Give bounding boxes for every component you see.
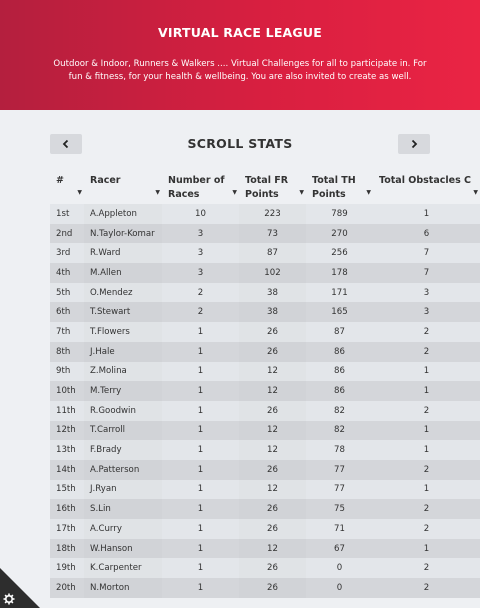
obstacles-cell: 2 [373, 519, 480, 539]
races-cell: 1 [162, 342, 239, 362]
obstacles-cell: 2 [373, 401, 480, 421]
rank-cell: 4th [50, 263, 84, 283]
column-header[interactable] [84, 166, 162, 204]
table-row [50, 381, 480, 401]
table-row [50, 302, 480, 322]
th-points-cell: 82 [306, 401, 373, 421]
th-points-cell: 75 [306, 499, 373, 519]
races-cell: 1 [162, 381, 239, 401]
races-cell: 10 [162, 204, 239, 224]
rank-cell: 6th [50, 302, 84, 322]
th-points-cell: 71 [306, 519, 373, 539]
table-row [50, 578, 480, 598]
th-points-cell: 77 [306, 460, 373, 480]
th-points-cell: 86 [306, 362, 373, 382]
sort-icon: ▼ [473, 189, 478, 196]
racer-cell: M.Allen [84, 263, 162, 283]
table-row [50, 322, 480, 342]
races-cell: 2 [162, 283, 239, 303]
fr-points-cell: 102 [239, 263, 306, 283]
fr-points-cell: 26 [239, 401, 306, 421]
site-description: Outdoor & Indoor, Runners & Walkers .... Virtual Challenges for all to participate in. For fun & fitness, for your health & wellbeing. You are also invited to create as well. [53, 59, 427, 82]
th-points-cell: 78 [306, 440, 373, 460]
table-row [50, 421, 480, 441]
races-cell: 1 [162, 539, 239, 559]
obstacles-cell: 2 [373, 578, 480, 598]
racer-cell: A.Curry [84, 519, 162, 539]
column-header-label: Total FR Points [245, 175, 289, 200]
races-cell: 1 [162, 401, 239, 421]
obstacles-cell: 2 [373, 342, 480, 362]
rank-cell: 20th [50, 578, 84, 598]
table-row [50, 558, 480, 578]
chevron-right-icon [409, 139, 419, 149]
racer-cell: M.Terry [84, 381, 162, 401]
column-header[interactable] [239, 166, 306, 204]
th-points-cell: 165 [306, 302, 373, 322]
fr-points-cell: 38 [239, 302, 306, 322]
th-points-cell: 171 [306, 283, 373, 303]
rank-cell: 8th [50, 342, 84, 362]
column-header-label: # [56, 175, 64, 186]
rank-cell: 17th [50, 519, 84, 539]
column-header-label: Number of Races [168, 175, 225, 200]
column-header[interactable] [373, 166, 480, 204]
racer-cell: A.Appleton [84, 204, 162, 224]
fr-points-cell: 12 [239, 539, 306, 559]
table-row [50, 539, 480, 559]
th-points-cell: 789 [306, 204, 373, 224]
obstacles-cell: 2 [373, 499, 480, 519]
racer-cell: R.Ward [84, 243, 162, 263]
site-header [0, 0, 480, 110]
racer-cell: S.Lin [84, 499, 162, 519]
sort-icon: ▼ [366, 189, 371, 196]
races-cell: 1 [162, 480, 239, 500]
table-row [50, 224, 480, 244]
fr-points-cell: 12 [239, 440, 306, 460]
obstacles-cell: 2 [373, 322, 480, 342]
table-row [50, 204, 480, 224]
column-header-label: Total Obstacles C [379, 175, 472, 186]
th-points-cell: 67 [306, 539, 373, 559]
obstacles-cell: 1 [373, 381, 480, 401]
sort-icon: ▼ [232, 189, 237, 196]
th-points-cell: 256 [306, 243, 373, 263]
fr-points-cell: 87 [239, 243, 306, 263]
settings-button[interactable] [0, 568, 40, 608]
obstacles-cell: 2 [373, 460, 480, 480]
obstacles-cell: 1 [373, 440, 480, 460]
next-stats-button[interactable] [398, 134, 430, 154]
stats-table [50, 166, 480, 598]
racer-cell: J.Ryan [84, 480, 162, 500]
racer-cell: F.Brady [84, 440, 162, 460]
obstacles-cell: 3 [373, 283, 480, 303]
races-cell: 3 [162, 243, 239, 263]
column-header[interactable] [50, 166, 84, 204]
obstacles-cell: 1 [373, 539, 480, 559]
races-cell: 2 [162, 302, 239, 322]
column-header[interactable] [306, 166, 373, 204]
races-cell: 1 [162, 460, 239, 480]
racer-cell: J.Hale [84, 342, 162, 362]
obstacles-cell: 7 [373, 263, 480, 283]
fr-points-cell: 26 [239, 342, 306, 362]
th-points-cell: 87 [306, 322, 373, 342]
obstacles-cell: 7 [373, 243, 480, 263]
th-points-cell: 270 [306, 224, 373, 244]
rank-cell: 2nd [50, 224, 84, 244]
fr-points-cell: 12 [239, 421, 306, 441]
racer-cell: T.Flowers [84, 322, 162, 342]
th-points-cell: 82 [306, 421, 373, 441]
obstacles-cell: 1 [373, 204, 480, 224]
rank-cell: 7th [50, 322, 84, 342]
table-row [50, 480, 480, 500]
races-cell: 1 [162, 362, 239, 382]
racer-cell: W.Hanson [84, 539, 162, 559]
obstacles-cell: 6 [373, 224, 480, 244]
rank-cell: 5th [50, 283, 84, 303]
table-row [50, 263, 480, 283]
site-title: VIRTUAL RACE LEAGUE [158, 25, 322, 40]
table-row [50, 342, 480, 362]
fr-points-cell: 26 [239, 322, 306, 342]
th-points-cell: 77 [306, 480, 373, 500]
fr-points-cell: 73 [239, 224, 306, 244]
races-cell: 3 [162, 263, 239, 283]
gear-icon [3, 593, 15, 605]
obstacles-cell: 2 [373, 558, 480, 578]
racer-cell: K.Carpenter [84, 558, 162, 578]
sort-icon: ▼ [155, 189, 160, 196]
racer-cell: T.Stewart [84, 302, 162, 322]
rank-cell: 14th [50, 460, 84, 480]
fr-points-cell: 12 [239, 480, 306, 500]
races-cell: 1 [162, 578, 239, 598]
table-row [50, 362, 480, 382]
column-header-label: Total TH Points [312, 175, 356, 200]
fr-points-cell: 26 [239, 519, 306, 539]
column-header[interactable] [162, 166, 239, 204]
racer-cell: T.Carroll [84, 421, 162, 441]
table-row [50, 243, 480, 263]
table-row [50, 283, 480, 303]
table-header-row [50, 166, 480, 204]
table-row [50, 440, 480, 460]
fr-points-cell: 26 [239, 499, 306, 519]
th-points-cell: 0 [306, 578, 373, 598]
th-points-cell: 0 [306, 558, 373, 578]
table-row [50, 519, 480, 539]
fr-points-cell: 12 [239, 362, 306, 382]
table-row [50, 401, 480, 421]
races-cell: 3 [162, 224, 239, 244]
obstacles-cell: 1 [373, 480, 480, 500]
races-cell: 1 [162, 421, 239, 441]
racer-cell: N.Morton [84, 578, 162, 598]
sort-icon: ▼ [77, 189, 82, 196]
table-row [50, 499, 480, 519]
rank-cell: 12th [50, 421, 84, 441]
stats-table-scroll[interactable] [50, 166, 478, 608]
racer-cell: R.Goodwin [84, 401, 162, 421]
rank-cell: 16th [50, 499, 84, 519]
rank-cell: 9th [50, 362, 84, 382]
th-points-cell: 178 [306, 263, 373, 283]
races-cell: 1 [162, 499, 239, 519]
fr-points-cell: 38 [239, 283, 306, 303]
rank-cell: 1st [50, 204, 84, 224]
fr-points-cell: 26 [239, 460, 306, 480]
races-cell: 1 [162, 322, 239, 342]
rank-cell: 3rd [50, 243, 84, 263]
th-points-cell: 86 [306, 381, 373, 401]
table-row [50, 460, 480, 480]
fr-points-cell: 26 [239, 558, 306, 578]
races-cell: 1 [162, 440, 239, 460]
rank-cell: 11th [50, 401, 84, 421]
fr-points-cell: 26 [239, 578, 306, 598]
rank-cell: 10th [50, 381, 84, 401]
racer-cell: Z.Molina [84, 362, 162, 382]
rank-cell: 18th [50, 539, 84, 559]
column-header-label: Racer [90, 175, 121, 186]
racer-cell: A.Patterson [84, 460, 162, 480]
stats-title: SCROLL STATS [187, 136, 293, 151]
rank-cell: 15th [50, 480, 84, 500]
fr-points-cell: 12 [239, 381, 306, 401]
rank-cell: 19th [50, 558, 84, 578]
fr-points-cell: 223 [239, 204, 306, 224]
obstacles-cell: 1 [373, 362, 480, 382]
races-cell: 1 [162, 519, 239, 539]
races-cell: 1 [162, 558, 239, 578]
rank-cell: 13th [50, 440, 84, 460]
racer-cell: O.Mendez [84, 283, 162, 303]
sort-icon: ▼ [299, 189, 304, 196]
racer-cell: N.Taylor-Komar [84, 224, 162, 244]
obstacles-cell: 3 [373, 302, 480, 322]
th-points-cell: 86 [306, 342, 373, 362]
obstacles-cell: 1 [373, 421, 480, 441]
